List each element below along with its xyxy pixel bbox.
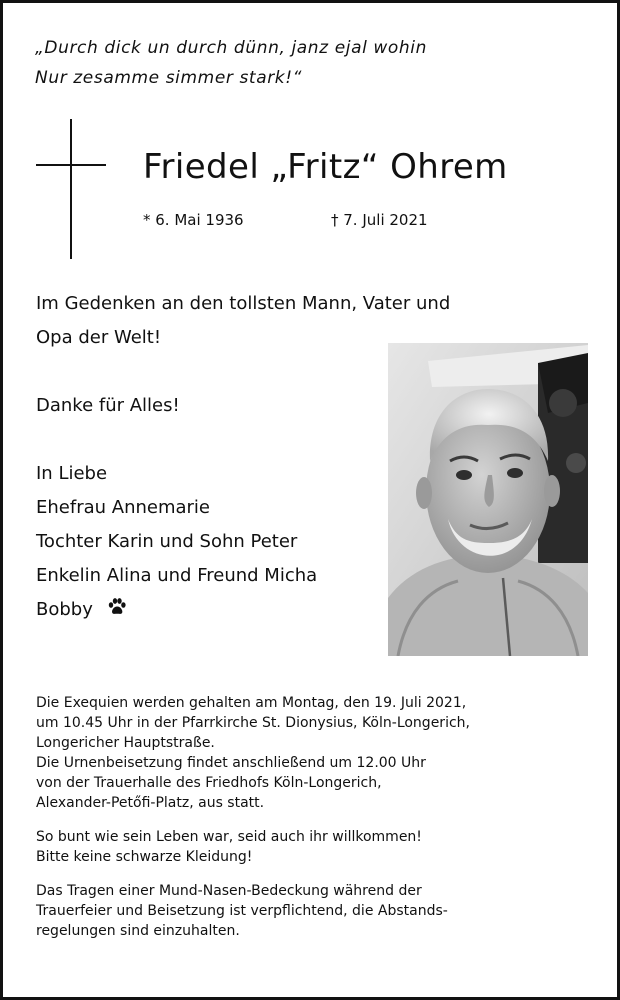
deceased-name: Friedel „Fritz“ Ohrem	[143, 147, 508, 187]
pet-name: Bobby	[36, 599, 93, 620]
quote-line: „Durch dick un durch dünn, janz ejal wohin	[35, 38, 427, 58]
dedication-block	[36, 287, 451, 627]
thanks-text: Danke für Alles!	[36, 395, 180, 416]
ceremony-line: Die Exequien werden gehalten am Montag, den 19. Juli 2021,	[36, 695, 467, 711]
dedication-line: Opa der Welt!	[36, 327, 162, 348]
portrait-image	[388, 343, 588, 656]
dresscode-line: So bunt wie sein Leben war, seid auch ihr willkommen!	[36, 829, 422, 845]
dresscode-line: Bitte keine schwarze Kleidung!	[36, 849, 253, 865]
ceremony-line: um 10.45 Uhr in der Pfarrkirche St. Dionysius, Köln-Longerich,	[36, 715, 470, 731]
hygiene-line: regelungen sind einzuhalten.	[36, 923, 240, 939]
mourner-name-pet	[36, 593, 386, 627]
birth-date: * 6. Mai 1936	[143, 211, 244, 229]
portrait-photo	[388, 343, 588, 656]
mourner-name: Enkelin Alina und Freund Micha	[36, 565, 318, 586]
dedication-line: Im Gedenken an den tollsten Mann, Vater und	[36, 293, 451, 314]
ceremony-line: Die Urnenbeisetzung findet anschließend um 12.00 Uhr	[36, 755, 426, 771]
ceremony-line: von der Trauerhalle des Friedhofs Köln-Longerich,	[36, 775, 382, 791]
quote-line: Nur zesamme simmer stark!“	[35, 68, 303, 88]
mourner-name: Ehefrau Annemarie	[36, 497, 210, 518]
ceremony-info	[36, 693, 596, 941]
hygiene-line: Das Tragen einer Mund-Nasen-Bedeckung während der	[36, 883, 422, 899]
opening-quote	[35, 33, 595, 93]
signoff-intro: In Liebe	[36, 463, 108, 484]
cross-icon	[36, 119, 106, 259]
ceremony-line: Longericher Hauptstraße.	[36, 735, 215, 751]
paw-icon	[107, 597, 127, 617]
hygiene-line: Trauerfeier und Beisetzung ist verpflichtend, die Abstands-	[36, 903, 448, 919]
death-date: † 7. Juli 2021	[331, 211, 428, 229]
ceremony-line: Alexander-Petőfi-Platz, aus statt.	[36, 795, 265, 811]
mourner-name: Tochter Karin und Sohn Peter	[36, 531, 298, 552]
